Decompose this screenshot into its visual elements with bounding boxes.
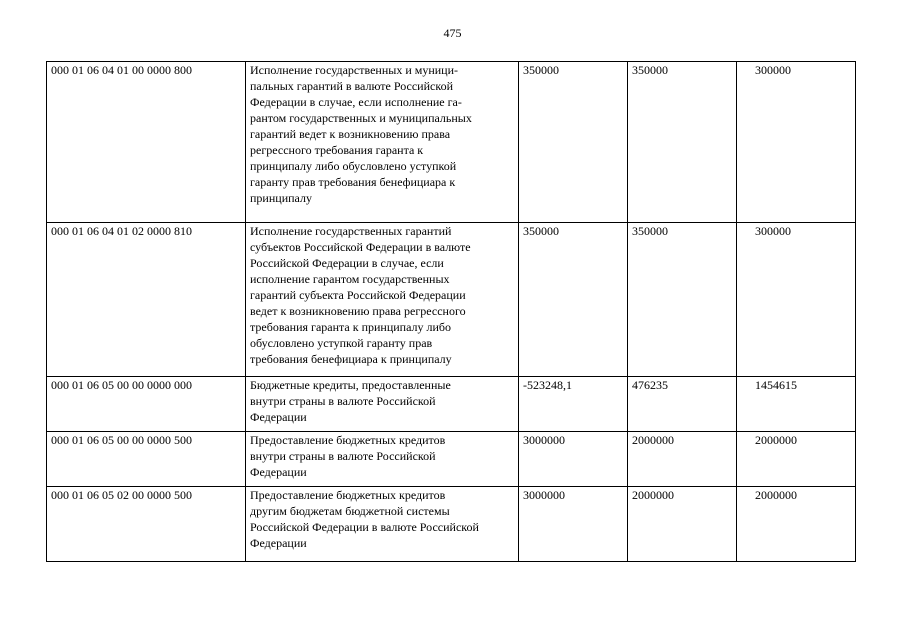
description-line: гаранту прав требования бенефициара к [250,175,456,189]
description-line: Бюджетные кредиты, предоставленные [250,378,451,392]
amount-cell-1: 350000 [519,223,628,377]
budget-code-cell: 000 01 06 05 00 00 0000 500 [47,432,246,487]
description-line: исполнение гарантом государственных [250,272,450,286]
description-line: Федерации [250,465,307,479]
description-cell [246,432,519,487]
amount-cell-2: 2000000 [628,432,737,487]
table-row [47,377,856,432]
description-cell [246,223,519,377]
table-body [47,62,856,562]
budget-sources-table [46,61,856,562]
amount-cell-3: 300000 [737,223,856,377]
description-line: Предоставление бюджетных кредитов [250,488,446,502]
amount-cell-1: 3000000 [519,432,628,487]
amount-cell-3: 2000000 [737,487,856,562]
description-line: принципалу [250,191,312,205]
description-line: Российской Федерации в валюте Российской [250,520,479,534]
description-line: внутри страны в валюте Российской [250,394,436,408]
description-cell [246,62,519,223]
budget-code-cell: 000 01 06 04 01 00 0000 800 [47,62,246,223]
description-line: требования гаранта к принципалу либо [250,320,452,334]
description-line: обусловлено уступкой гаранту прав [250,336,433,350]
description-line: рантом государственных и муниципальных [250,111,472,125]
budget-code-cell: 000 01 06 05 00 00 0000 000 [47,377,246,432]
description-line: требования бенефициара к принципалу [250,352,452,366]
description-line: другим бюджетам бюджетной системы [250,504,450,518]
description-line: Предоставление бюджетных кредитов [250,433,446,447]
amount-cell-3: 300000 [737,62,856,223]
amount-cell-2: 350000 [628,62,737,223]
description-line: Федерации в случае, если исполнение га- [250,95,462,109]
description-line: гарантий ведет к возникновению права [250,127,451,141]
description-line: Исполнение государственных и муници- [250,63,459,77]
description-line: регрессного требования гаранта к [250,143,424,157]
amount-cell-2: 350000 [628,223,737,377]
description-line: Исполнение государственных гарантий [250,224,452,238]
table-row [47,432,856,487]
amount-cell-1: 3000000 [519,487,628,562]
amount-cell-1: -523248,1 [519,377,628,432]
amount-cell-2: 476235 [628,377,737,432]
amount-cell-1: 350000 [519,62,628,223]
amount-cell-2: 2000000 [628,487,737,562]
description-line: Российской Федерации в случае, если [250,256,444,270]
budget-code-cell: 000 01 06 05 02 00 0000 500 [47,487,246,562]
description-line: принципалу либо обусловлено уступкой [250,159,457,173]
description-line: Федерации [250,410,307,424]
description-line: субъектов Российской Федерации в валюте [250,240,471,254]
description-line: внутри страны в валюте Российской [250,449,436,463]
description-cell [246,377,519,432]
table-row [47,62,856,223]
budget-code-cell: 000 01 06 04 01 02 0000 810 [47,223,246,377]
description-line: Федерации [250,536,307,550]
amount-cell-3: 1454615 [737,377,856,432]
amount-cell-3: 2000000 [737,432,856,487]
description-line: гарантий субъекта Российской Федерации [250,288,466,302]
table-row [47,487,856,562]
description-line: ведет к возникновению права регрессного [250,304,466,318]
description-line: пальных гарантий в валюте Российской [250,79,453,93]
description-cell [246,487,519,562]
table-row [47,223,856,377]
page-number: 475 [443,26,462,40]
